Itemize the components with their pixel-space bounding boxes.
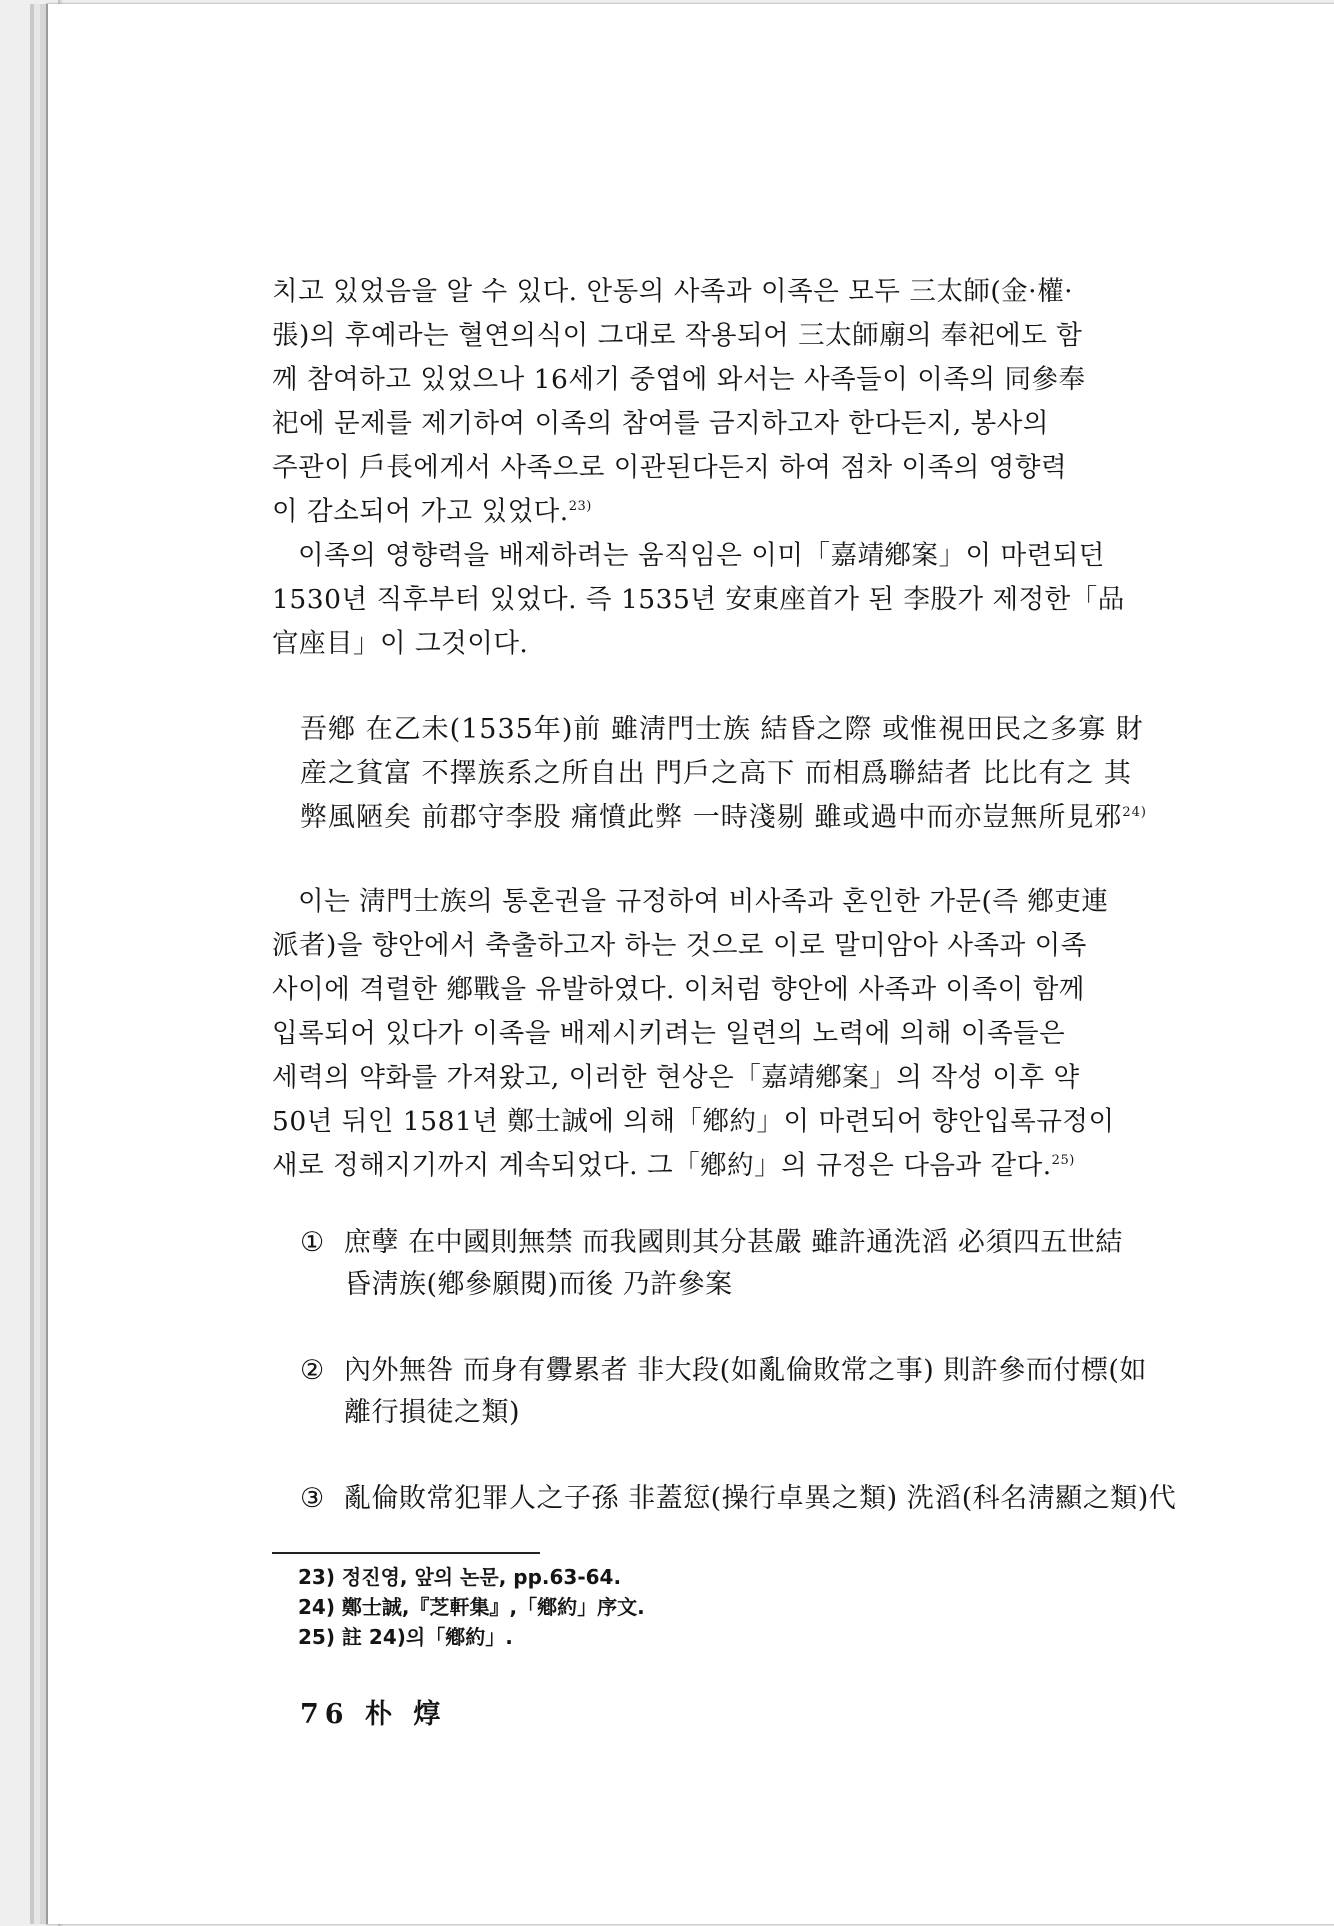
- rule-line: 庶孽 在中國則無禁 而我國則其分甚嚴 雖許通洗滔 必須四五世結: [344, 1227, 1123, 1258]
- text-line: 張)의 후예라는 혈연의식이 그대로 작용되어 三太師廟의 奉祀에도 함: [272, 320, 1083, 351]
- text-line: 官座目」이 그것이다.: [272, 628, 529, 659]
- paragraph-2: [272, 534, 1198, 666]
- quote-line-content: 弊風陋矣 前郡守李股 痛憤此弊 一時淺剔 雖或過中而亦豈無所見邪: [300, 802, 1123, 833]
- quote-line: 吾鄕 在乙未(1535年)前 雖淸門士族 結昏之際 或惟視田民之多寡 財: [300, 714, 1144, 745]
- footnote: 25) 註 24)의「鄕約」.: [298, 1625, 513, 1649]
- text-line: 세력의 약화를 가져왔고, 이러한 현상은「嘉靖鄕案」의 작성 이후 약: [272, 1062, 1080, 1093]
- text-line: 께 참여하고 있었으나 16세기 중엽에 와서는 사족들이 이족의 同參奉: [272, 364, 1086, 395]
- rule-text: [344, 1478, 1176, 1520]
- text-line: 50년 뒤인 1581년 鄭士誠에 의해「鄕約」이 마련되어 향안입록규정이: [272, 1106, 1115, 1137]
- rule-number: ②: [300, 1355, 325, 1386]
- rule-text: [344, 1350, 1147, 1434]
- footnote: 23) 정진영, 앞의 논문, pp.63-64.: [298, 1565, 622, 1589]
- text-line: [272, 490, 1198, 534]
- paragraph-1: [272, 270, 1198, 534]
- rule-line: 內外無咎 而身有釁累者 非大段(如亂倫敗常之事) 則許參而付標(如: [344, 1355, 1147, 1386]
- rule-line: 亂倫敗常犯罪人之子孫 非蓋愆(操行卓異之類) 洗滔(科名淸顯之類)代: [344, 1483, 1177, 1514]
- footnote: 24) 鄭士誠,『芝軒集』,「鄕約」序文.: [298, 1595, 645, 1619]
- rule-item: [272, 1478, 1198, 1520]
- text-line: [272, 1144, 1198, 1188]
- classical-quote: [272, 708, 1198, 840]
- text-line-content: 새로 정해지기까지 계속되었다. 그「鄕約」의 규정은 다음과 같다.: [272, 1150, 1052, 1181]
- text-line: 派者)을 향안에서 축출하고자 하는 것으로 이로 말미암아 사족과 이족: [272, 930, 1087, 961]
- footnote-ref: 23): [568, 499, 592, 515]
- text-line: 1530년 직후부터 있었다. 즉 1535년 安東座首가 된 李股가 제정한「品: [272, 584, 1125, 615]
- text-line: 祀에 문제를 제기하여 이족의 참여를 금지하고자 한다든지, 봉사의: [272, 408, 1049, 439]
- text-line: 치고 있었음을 알 수 있다. 안동의 사족과 이족은 모두 三太師(金·權·: [272, 276, 1074, 307]
- rule-number: ①: [300, 1227, 325, 1258]
- footnote-ref: 24): [1122, 805, 1147, 820]
- rule-item: [272, 1222, 1198, 1306]
- text-line: 사이에 격렬한 鄕戰을 유발하였다. 이처럼 향안에 사족과 이족이 함께: [272, 974, 1085, 1005]
- text-line: 입록되어 있다가 이족을 배제시키려는 일련의 노력에 의해 이족들은: [272, 1018, 1066, 1049]
- paragraph-3: [272, 880, 1198, 1188]
- rule-line: 昏淸族(鄕參願閱)而後 乃許參案: [344, 1269, 733, 1300]
- rule-text: [344, 1222, 1123, 1306]
- footnote-ref: 25): [1051, 1153, 1075, 1169]
- rule-number: ③: [300, 1483, 325, 1514]
- text-line-content: 이 감소되어 가고 있었다.: [272, 496, 569, 527]
- rule-line: 離行損徒之類): [344, 1397, 521, 1428]
- page-folio: 76 朴 焞: [300, 1699, 447, 1730]
- quote-line: 産之貧富 不擇族系之所自出 門戶之高下 而相爲聯結者 比比有之 其: [300, 758, 1132, 789]
- quote-line: [300, 796, 1198, 840]
- footnotes: [272, 1562, 1198, 1652]
- text-line: 이는 淸門士族의 통혼권을 규정하여 비사족과 혼인한 가문(즉 鄕吏連: [298, 886, 1109, 917]
- rule-item: [272, 1350, 1198, 1434]
- text-line: 주관이 戶長에게서 사족으로 이관된다든지 하여 점차 이족의 영향력: [272, 452, 1068, 483]
- page-content: [272, 270, 1198, 1731]
- text-line: 이족의 영향력을 배제하려는 움직임은 이미「嘉靖鄕案」이 마련되던: [298, 540, 1105, 571]
